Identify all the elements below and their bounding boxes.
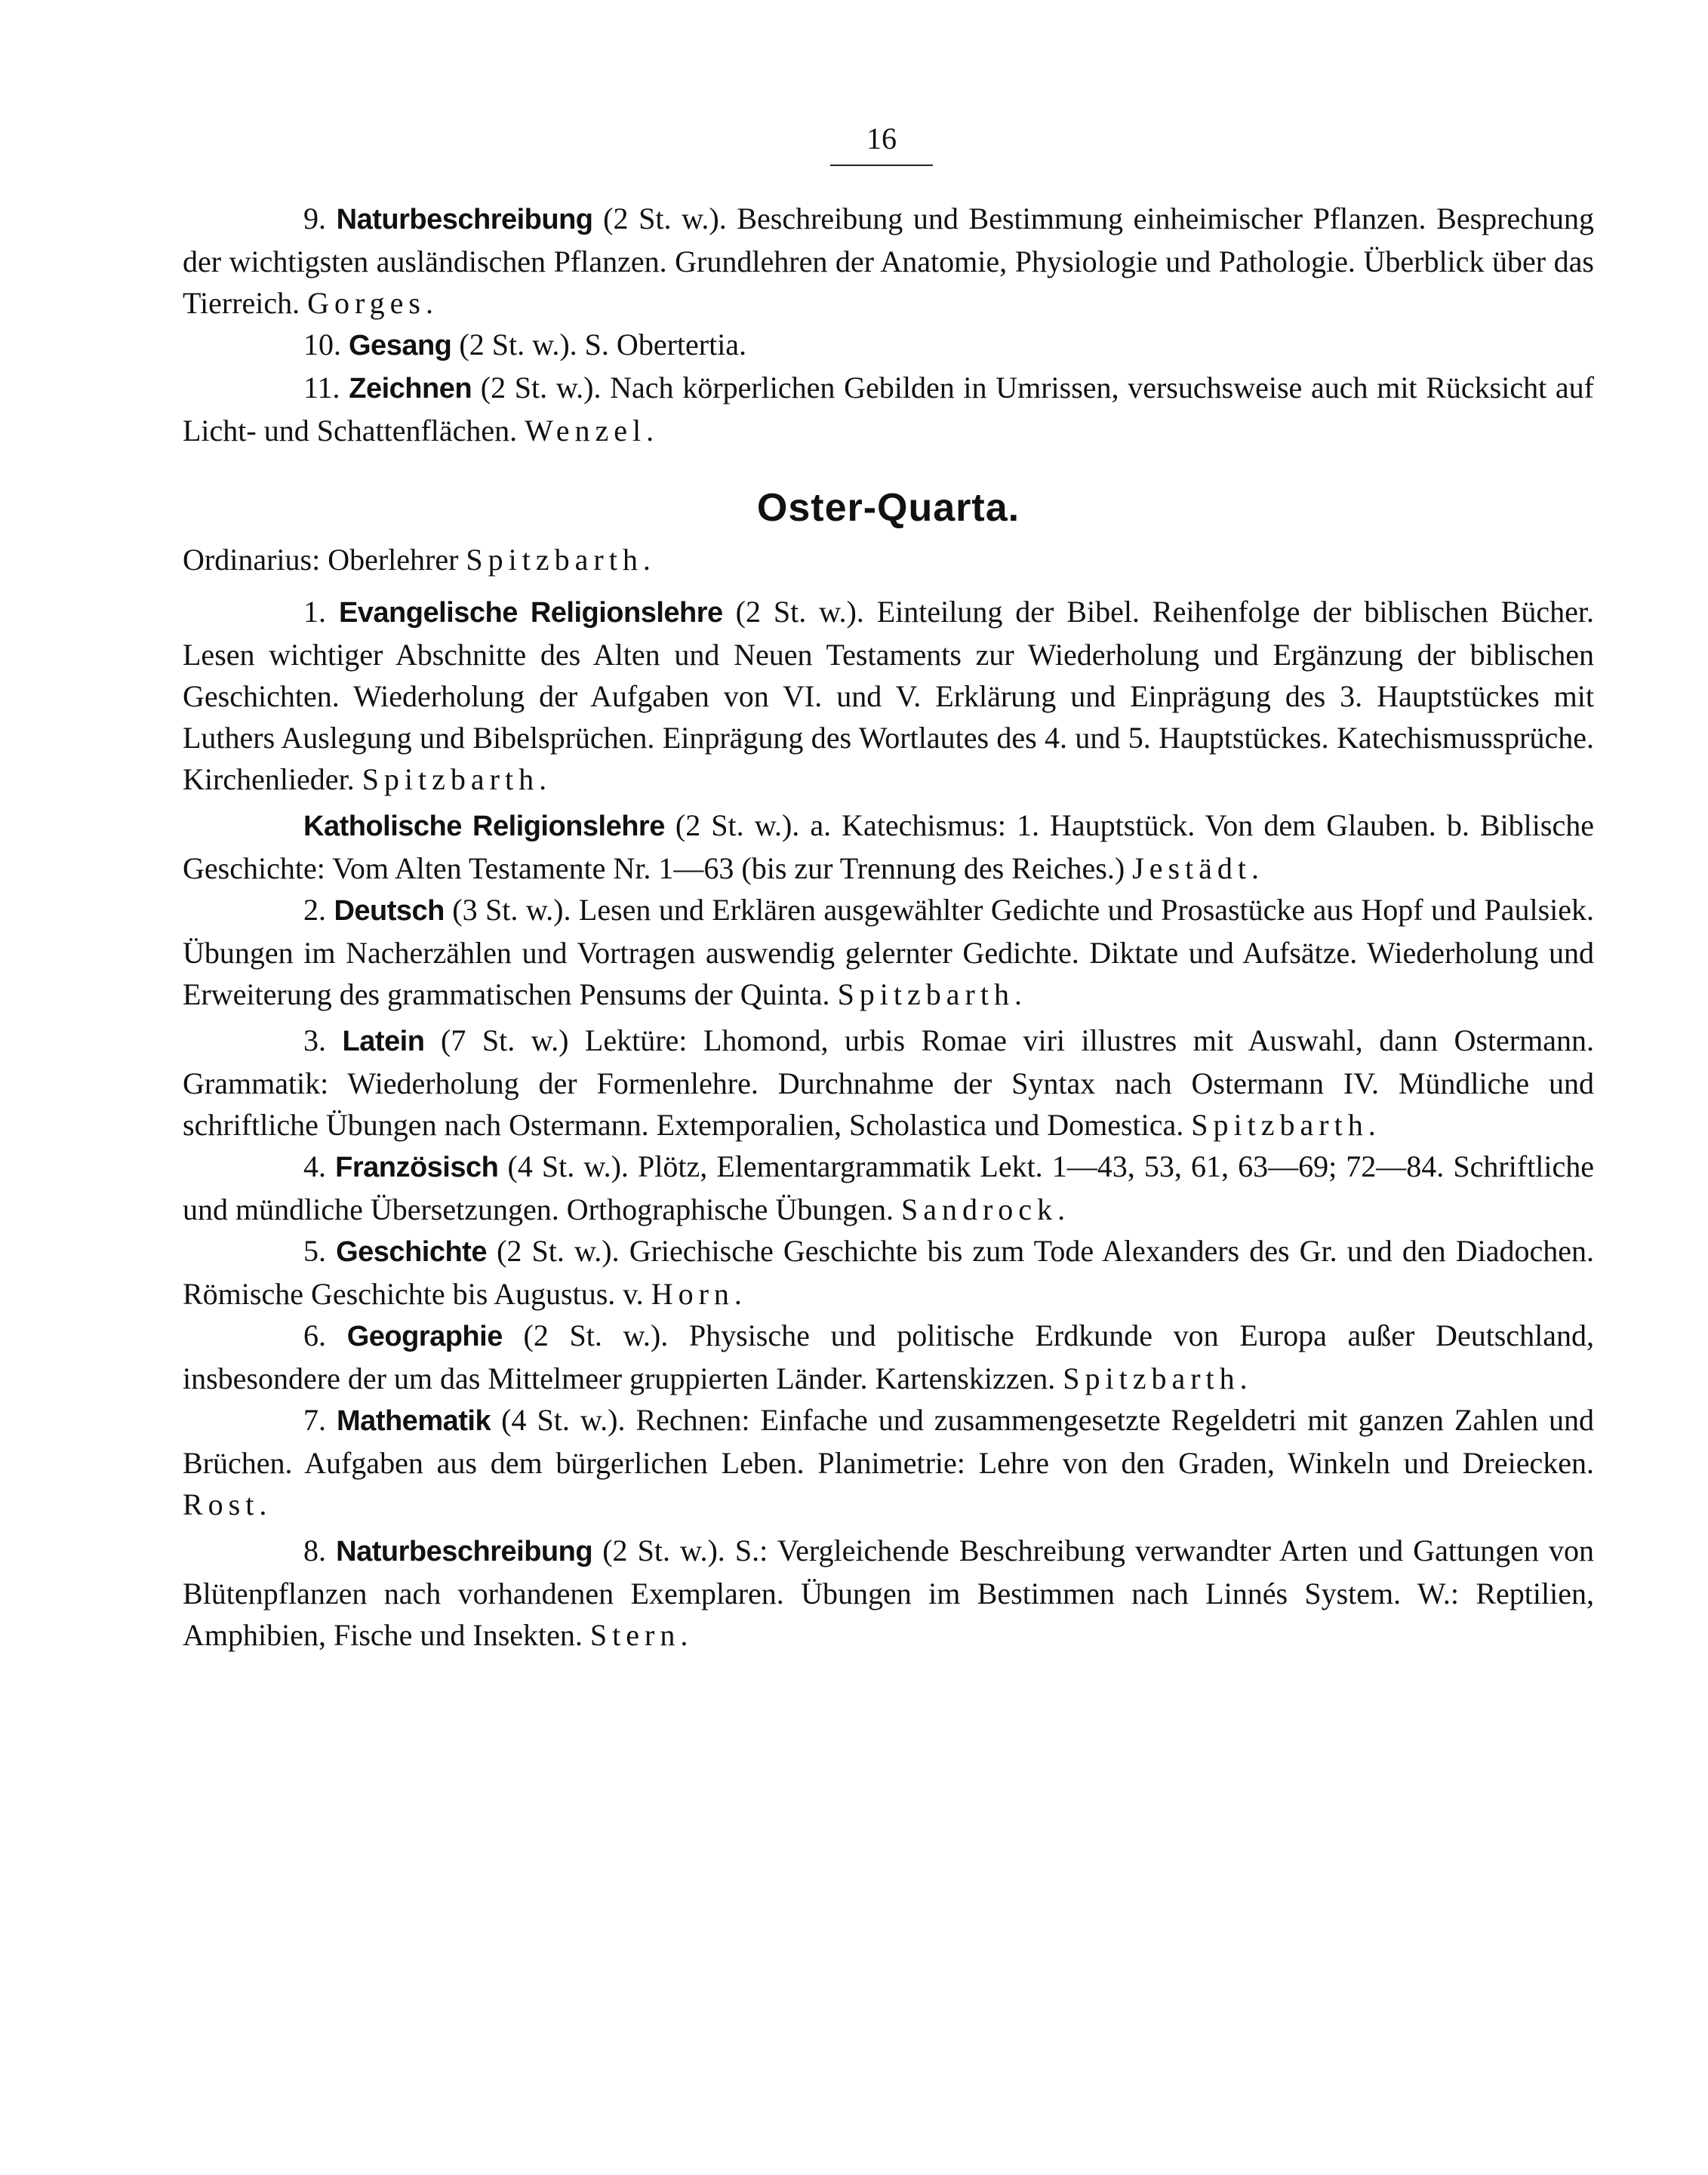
teacher-name: Jestädt	[1132, 851, 1252, 885]
teacher-name: Stern	[589, 1618, 681, 1652]
item-franzoesisch: 4. Französisch (4 St. w.). Plötz, Elementargrammatik Lekt. 1—43, 53, 61, 63—69; 72—84. Schriftliche und mündliche Übersetzungen. Orthographische Übungen. Sandrock.	[183, 1149, 1595, 1226]
subject-heading: Mathematik	[337, 1405, 491, 1437]
item-text: (2 St. w.). S.: Vergleichende Beschreibung verwandter Arten und Gattungen von Blütenpflanzen nach vorhandenen Exemplaren. Übungen im Bestimmen nach Linnés System. W.: Reptilien, Amphibien, Fische und Insekten.	[183, 1534, 1594, 1652]
teacher-name: Spitzbarth	[1063, 1361, 1240, 1395]
item-naturbeschreibung: 8. Naturbeschreibung (2 St. w.). S.: Vergleichende Beschreibung verwandter Arten und Gattungen von Blütenpflanzen nach vorhandenen Exemplaren. Übungen im Bestimmen nach Linnés System. W.: Reptilien, Amphibien, Fische und Insekten. Stern.	[183, 1534, 1594, 1652]
item-geographie: 6. Geographie (2 St. w.). Physische und politische Erdkunde von Europa außer Deutschland, insbesondere der um das Mittelmeer gruppierten Länder. Kartenskizzen. Spitzbarth.	[183, 1318, 1594, 1395]
item-text: (2 St. w.). Physische und politische Erdkunde von Europa außer Deutschland, insbesondere der um das Mittelmeer gruppierten Länder. Kartenskizzen.	[183, 1318, 1594, 1395]
subject-heading: Gesang	[349, 330, 452, 361]
item-deutsch: 2. Deutsch (3 St. w.). Lesen und Erklären ausgewählter Gedichte und Prosastücke aus Hopf und Paulsiek. Übungen im Nacherzählen und Vortragen auswendig gelernter Gedichte. Diktate und Aufsätze. Wiederholung und Erweiterung des grammatischen Pensums der Quinta. Spitzbarth.	[183, 893, 1595, 1011]
page-number-rule	[830, 165, 933, 166]
teacher-name: Spitzbarth	[1191, 1108, 1368, 1142]
item-text: (2 St. w.). S. Obertertia.	[451, 328, 747, 361]
page-content	[183, 198, 1594, 1656]
item-mathematik: 7. Mathematik (4 St. w.). Rechnen: Einfache und zusammengesetzte Regeldetri mit ganzen Zahlen und Brüchen. Aufgaben aus dem bürgerlichen Leben. Planimetrie: Lehre von den Graden, Winkeln und Dreiecken. Rost.	[183, 1403, 1595, 1521]
subject-heading: Evangelische Religionslehre	[338, 597, 723, 629]
subject-heading: Naturbeschreibung	[336, 1536, 593, 1567]
item-latein: 3. Latein (7 St. w.) Lektüre: Lhomond, urbis Romae viri illustres mit Auswahl, dann Ostermann. Grammatik: Wiederholung der Formenlehre. Durchnahme der Syntax nach Ostermann IV. Mündliche und schriftliche Übungen nach Ostermann. Extemporalien, Scholastica und Domestica. Spitzbarth.	[183, 1023, 1594, 1142]
page-number: 16	[866, 122, 897, 155]
top-item-9: 9. Naturbeschreibung (2 St. w.). Beschreibung und Bestimmung einheimischer Pflanzen. Besprechung der wichtigsten ausländischen Pflanzen. Grundlehren der Anatomie, Physiologie und Pathologie. Überblick über das Tierreich. Gorges.	[183, 202, 1595, 320]
subject-heading: Latein	[342, 1026, 425, 1057]
subject-heading: Geographie	[346, 1321, 503, 1352]
teacher-name: Rost	[183, 1487, 260, 1521]
item-geschichte: 5. Geschichte (2 St. w.). Griechische Geschichte bis zum Tode Alexanders des Gr. und den Diadochen. Römische Geschichte bis Augustus. v. Horn.	[183, 1234, 1594, 1311]
subject-heading: Deutsch	[334, 895, 445, 927]
ordinarius-name: Spitzbarth	[466, 543, 643, 577]
ordinarius-line: Ordinarius: Oberlehrer Spitzbarth.	[183, 543, 651, 577]
item-number: 1.	[303, 595, 326, 629]
item-text: (2 St. w.). a. Katechismus: 1. Hauptstück. Von dem Glauben. b. Biblische Geschichte: Vom Alten Testamente Nr. 1—63 (bis zur Trennung des Reiches.)	[183, 808, 1594, 885]
item-evangelische-religionslehre: 1. Evangelische Religionslehre (2 St. w.). Einteilung der Bibel. Reihenfolge der biblischen Bücher. Lesen wichtiger Abschnitte des Alten und Neuen Testaments zur Wiederholung und Ergänzung der biblischen Geschichten. Wiederholung der Aufgaben von VI. und V. Erklärung und Einprägung des 3. Hauptstückes mit Luthers Auslegung und Bibelsprüchen. Einprägung des Wortlautes des 4. und 5. Hauptstückes. Katechismussprüche. Kirchenlieder. Spitzbarth.	[183, 595, 1594, 796]
top-item-10	[183, 324, 1594, 367]
item-number: 2.	[303, 893, 326, 927]
item-number: 4.	[303, 1149, 326, 1183]
item-text: (2 St. w.). Beschreibung und Bestimmung einheimischer Pflanzen. Besprechung der wichtigsten ausländischen Pflanzen. Grundlehren der Anatomie, Physiologie und Pathologie. Überblick über das Tierreich.	[183, 202, 1595, 320]
item-text: (2 St. w.). Einteilung der Bibel. Reihenfolge der biblischen Bücher. Lesen wichtiger Abschnitte des Alten und Neuen Testaments zur Wiederholung und Ergänzung der biblischen Geschichten. Wiederholung der Aufgaben von VI. und V. Erklärung und Einprägung des 3. Hauptstückes mit Luthers Auslegung und Bibelsprüchen. Einprägung des Wortlautes des 4. und 5. Hauptstückes. Katechismussprüche. Kirchenlieder.	[183, 595, 1594, 796]
section-title: Oster-Quarta.	[756, 486, 1020, 530]
teacher-name: Sandrock	[900, 1192, 1058, 1226]
teacher-name: Wenzel	[525, 414, 647, 448]
item-number: 8.	[303, 1534, 326, 1567]
item-text: (2 St. w.). Griechische Geschichte bis zum Tode Alexanders des Gr. und den Diadochen. Römische Geschichte bis Augustus. v.	[183, 1234, 1594, 1311]
item-text: (4 St. w.). Plötz, Elementargrammatik Lekt. 1—43, 53, 61, 63—69; 72—84. Schriftliche und mündliche Übersetzungen. Orthographische Übungen.	[183, 1149, 1595, 1226]
teacher-name: Spitzbarth	[837, 977, 1014, 1011]
teacher-name: Spitzbarth	[362, 762, 540, 796]
item-katholische-religionslehre: Katholische Religionslehre (2 St. w.). a. Katechismus: 1. Hauptstück. Von dem Glauben. b. Biblische Geschichte: Vom Alten Testamente Nr. 1—63 (bis zur Trennung des Reiches.) Jestädt.	[183, 808, 1594, 885]
item-text: (7 St. w.) Lektüre: Lhomond, urbis Romae viri illustres mit Auswahl, dann Ostermann. Grammatik: Wiederholung der Formenlehre. Durchnahme der Syntax nach Ostermann IV. Mündliche und schriftliche Übungen nach Ostermann. Extemporalien, Scholastica und Domestica.	[183, 1023, 1594, 1142]
subject-heading: Zeichnen	[349, 373, 472, 405]
item-text: (4 St. w.). Rechnen: Einfache und zusammengesetzte Regeldetri mit ganzen Zahlen und Brüchen. Aufgaben aus dem bürgerlichen Leben. Planimetrie: Lehre von den Graden, Winkeln und Dreiecken.	[183, 1403, 1595, 1480]
subject-heading: Geschichte	[336, 1236, 487, 1268]
item-number: 7.	[303, 1403, 326, 1437]
top-item-11: 11. Zeichnen (2 St. w.). Nach körperlichen Gebilden in Umrissen, versuchsweise auch mit Rücksicht auf Licht- und Schattenflächen. Wenzel.	[183, 371, 1595, 448]
item-number: 11.	[303, 371, 340, 405]
item-number: 9.	[303, 202, 326, 235]
subject-heading: Französisch	[335, 1152, 499, 1183]
subject-heading: Katholische Religionslehre	[303, 811, 665, 842]
item-number: 3.	[303, 1023, 326, 1057]
item-text: (2 St. w.). Nach körperlichen Gebilden in Umrissen, versuchsweise auch mit Rücksicht auf Licht- und Schattenflächen.	[183, 371, 1595, 448]
item-number: 6.	[303, 1318, 326, 1352]
item-number: 10.	[303, 328, 341, 361]
teacher-name: Gorges	[307, 286, 426, 320]
item-number: 5.	[303, 1234, 326, 1268]
item-text: (3 St. w.). Lesen und Erklären ausgewählter Gedichte und Prosastücke aus Hopf und Paulsiek. Übungen im Nacherzählen und Vortragen auswendig gelernter Gedichte. Diktate und Aufsätze. Wiederholung und Erweiterung des grammatischen Pensums der Quinta.	[183, 893, 1595, 1011]
teacher-name: Horn	[651, 1277, 734, 1311]
subject-heading: Naturbeschreibung	[336, 204, 593, 235]
